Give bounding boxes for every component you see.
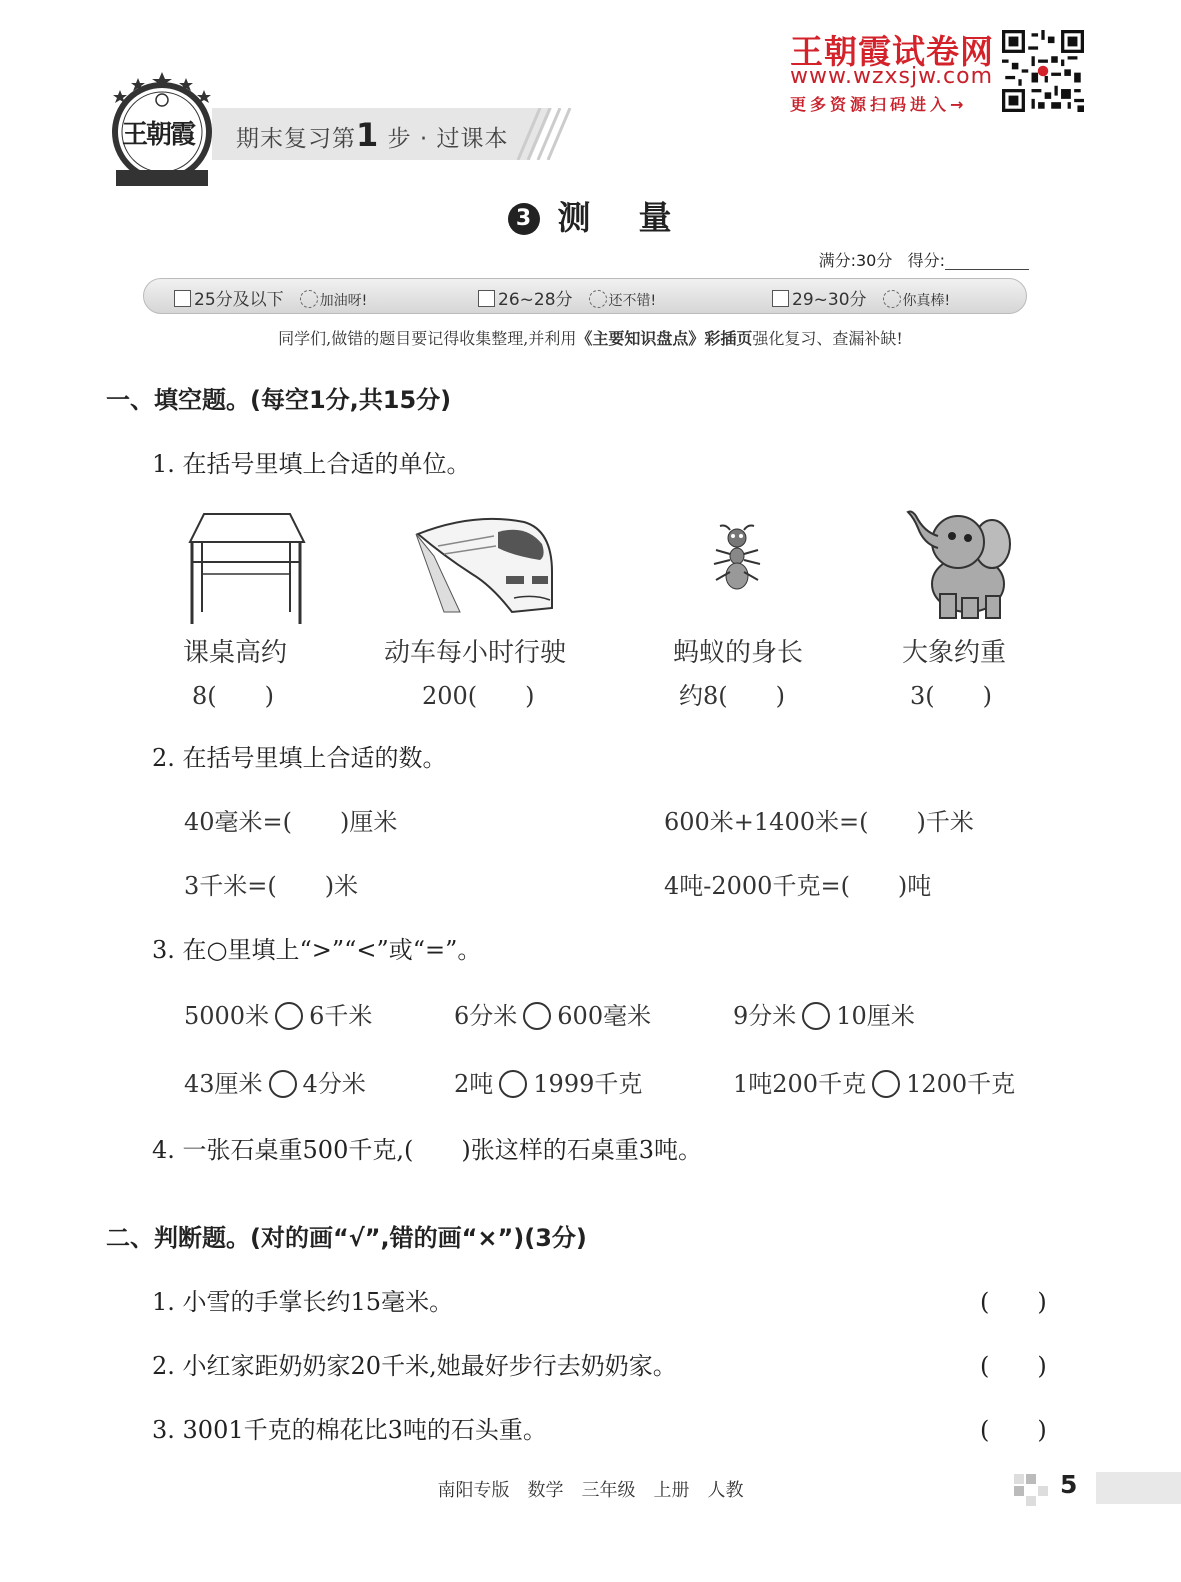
qr-code-icon[interactable] xyxy=(1002,30,1084,112)
judge-item: 1. 小雪的手掌长约15毫米。 xyxy=(152,1288,454,1316)
train-icon xyxy=(414,516,556,616)
compare-item: 1吨200千克 1200千克 xyxy=(733,1070,1016,1098)
judge-answer-paren[interactable]: ( ) xyxy=(980,1416,1047,1444)
judge-item: 3. 3001千克的棉花比3吨的石头重。 xyxy=(152,1416,547,1444)
section1-title: 一、填空题。(每空1分,共15分) xyxy=(106,386,452,414)
q2-text: 2. 在括号里填上合适的数。 xyxy=(152,744,447,772)
picture-caption-elephant: 大象约重 xyxy=(902,638,1007,668)
picture-answer-elephant[interactable]: 3( ) xyxy=(910,682,992,710)
grade-item-mid[interactable]: 26~28分 还不错! xyxy=(478,285,656,310)
picture-answer-train[interactable]: 200( ) xyxy=(422,682,535,710)
smiley-icon xyxy=(589,290,607,308)
page-tab xyxy=(1096,1472,1181,1504)
compare-item: 43厘米 4分米 xyxy=(184,1070,366,1098)
judge-item: 2. 小红家距奶奶家20千米,她最好步行去奶奶家。 xyxy=(152,1352,677,1380)
elephant-icon xyxy=(904,504,1012,622)
grade-item-high[interactable]: 29~30分 你真棒! xyxy=(772,285,950,310)
brand-url[interactable]: www.wzxsjw.com xyxy=(790,64,994,89)
picture-caption-desk: 课桌高约 xyxy=(183,638,288,668)
picture-caption-ant: 蚂蚁的身长 xyxy=(673,638,804,668)
grade-item-low[interactable]: 25分及以下 加油呀! xyxy=(174,285,367,310)
compare-item: 5000米 6千米 xyxy=(184,1002,373,1030)
judge-answer-paren[interactable]: ( ) xyxy=(980,1288,1047,1316)
unit-number-badge: 3 xyxy=(508,203,540,235)
q1-text: 1. 在括号里填上合适的单位。 xyxy=(152,450,471,478)
compare-circle[interactable] xyxy=(523,1002,551,1030)
reminder-text: 同学们,做错的题目要记得收集整理,并利用《主要知识盘点》彩插页强化复习、查漏补缺! xyxy=(278,329,903,348)
compare-item: 6分米 600毫米 xyxy=(454,1002,652,1030)
brand-title: 王朝霞试卷网 xyxy=(790,32,994,71)
brand-scan-text: 更多资源扫码进入→ xyxy=(790,95,968,114)
q2-item[interactable]: 4吨-2000千克=( )吨 xyxy=(664,872,932,900)
unit-title: 3 测 量 xyxy=(0,192,1181,239)
page-number: 5 xyxy=(1060,1470,1078,1499)
score-blank-field[interactable] xyxy=(945,253,1029,270)
compare-circle[interactable] xyxy=(802,1002,830,1030)
compare-circle[interactable] xyxy=(499,1070,527,1098)
smiley-icon xyxy=(300,290,318,308)
step-label: 期末复习第1 步 · 过课本 xyxy=(236,116,509,154)
grade-bar xyxy=(143,278,1027,314)
compare-item: 9分米 10厘米 xyxy=(733,1002,915,1030)
compare-circle[interactable] xyxy=(275,1002,303,1030)
q2-item[interactable]: 40毫米=( )厘米 xyxy=(184,808,398,836)
section2-title: 二、判断题。(对的画“√”,错的画“×”)(3分) xyxy=(106,1224,587,1252)
q4-text[interactable]: 4. 一张石桌重500千克,( )张这样的石桌重3吨。 xyxy=(152,1136,702,1164)
q2-item[interactable]: 600米+1400米=( )千米 xyxy=(664,808,974,836)
smiley-icon xyxy=(883,290,901,308)
checkbox-icon xyxy=(772,290,789,307)
logo-text: 王朝霞 xyxy=(122,120,195,150)
compare-circle[interactable] xyxy=(269,1070,297,1098)
compare-circle[interactable] xyxy=(872,1070,900,1098)
judge-answer-paren[interactable]: ( ) xyxy=(980,1352,1047,1380)
picture-answer-ant[interactable]: 约8( ) xyxy=(679,682,785,710)
ant-icon xyxy=(710,524,764,594)
picture-answer-desk[interactable]: 8( ) xyxy=(192,682,274,710)
picture-caption-train: 动车每小时行驶 xyxy=(384,638,567,668)
q2-item[interactable]: 3千米=( )米 xyxy=(184,872,359,900)
desk-icon xyxy=(186,512,306,626)
checkbox-icon xyxy=(174,290,191,307)
page-corner-decoration xyxy=(1014,1474,1054,1506)
score-line: 满分:30分 得分: xyxy=(819,248,1029,271)
compare-item: 2吨 1999千克 xyxy=(454,1070,643,1098)
footer-edition: 南阳专版 数学 三年级 上册 人教 xyxy=(437,1480,744,1501)
q3-text: 3. 在○里填上“>”“<”或“=”。 xyxy=(152,936,482,964)
checkbox-icon xyxy=(478,290,495,307)
